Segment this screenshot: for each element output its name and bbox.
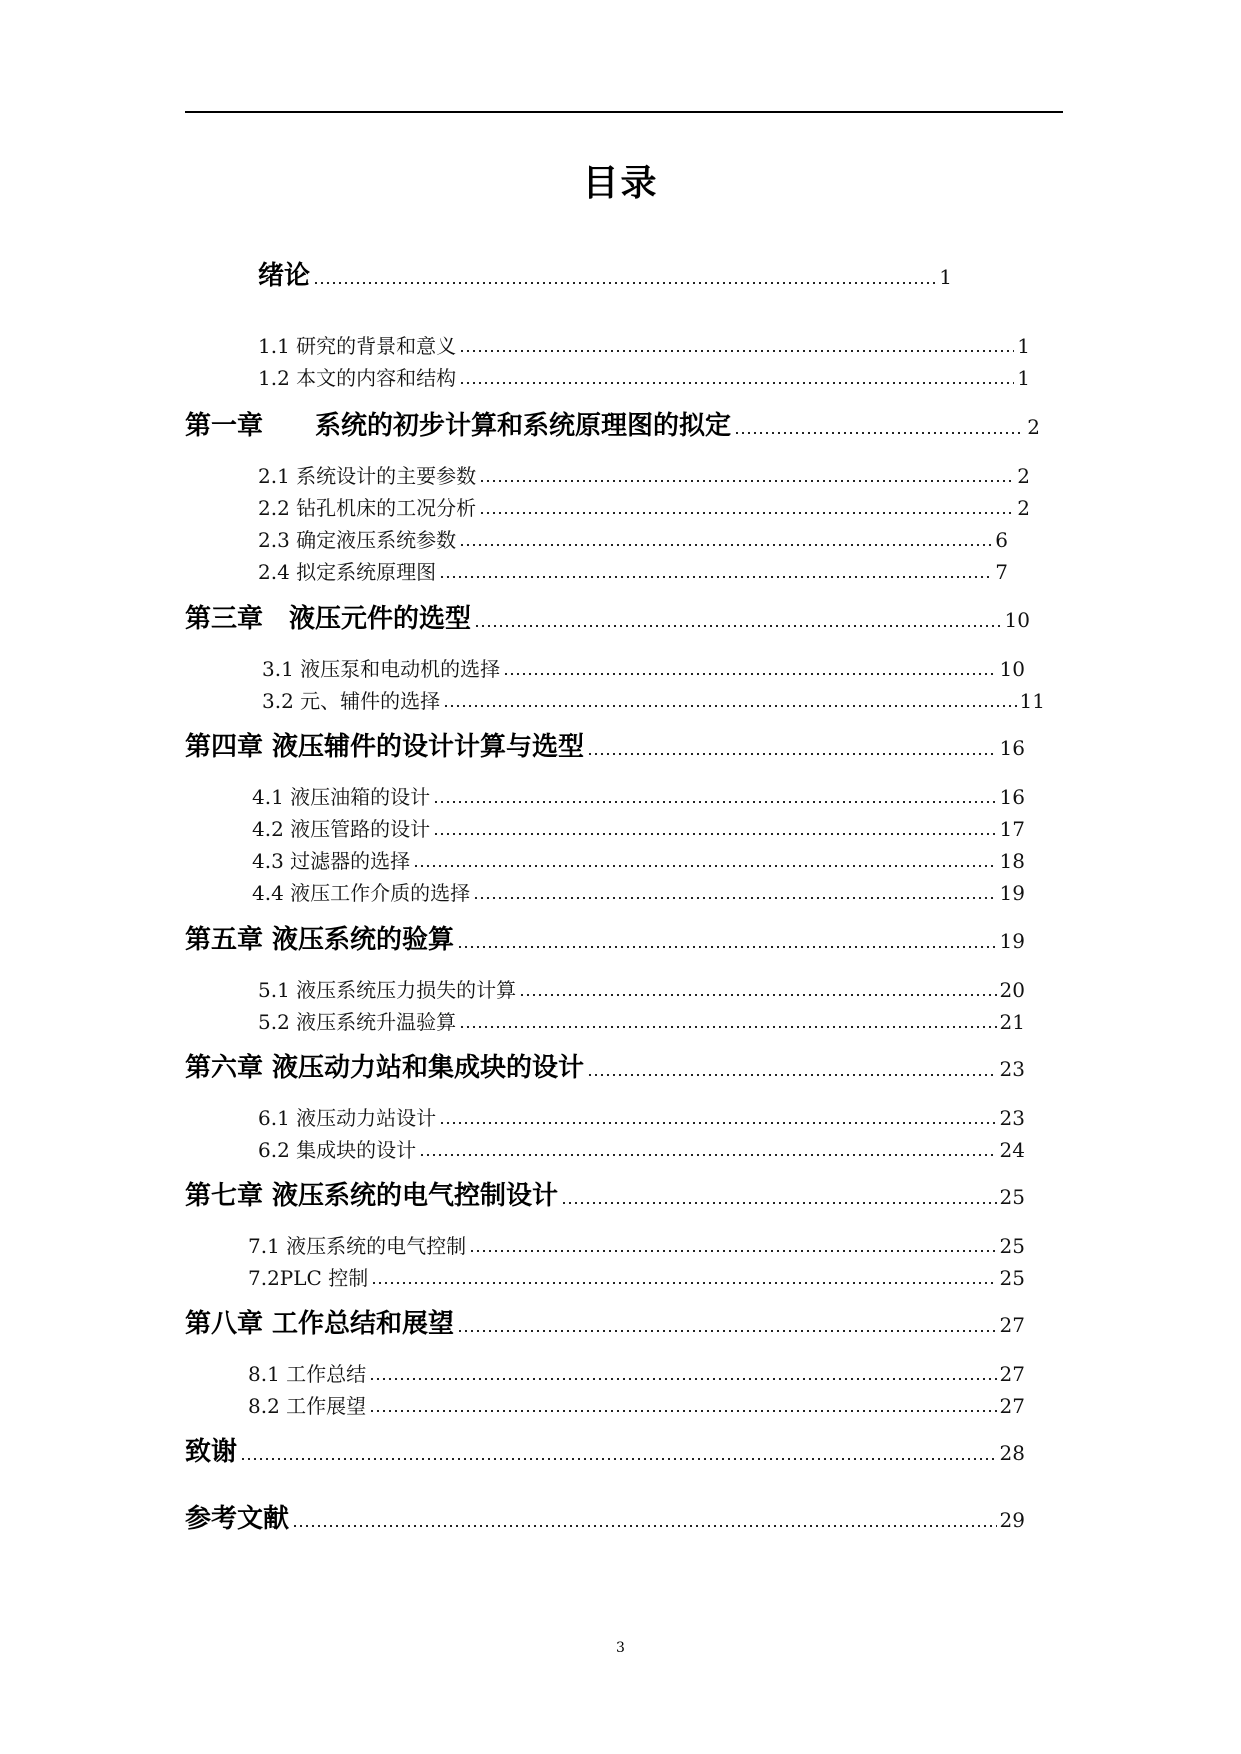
toc-section-entry[interactable] [252, 813, 1025, 842]
toc-section-entry[interactable] [258, 556, 1008, 585]
dot-leader [459, 544, 992, 546]
toc-entry-page: 21 [999, 1010, 1025, 1034]
toc-entry-title: 第三章 液压元件的选型 [185, 604, 472, 634]
header-rule [185, 111, 1063, 113]
toc-entry-title: 8.1 工作总结 [248, 1362, 367, 1386]
toc-entry-title: 2.1 系统设计的主要参数 [258, 464, 477, 488]
toc-entry-title: 第六章 液压动力站和集成块的设计 [185, 1053, 585, 1083]
toc-entry-title: 1.2 本文的内容和结构 [258, 366, 457, 390]
toc-section-entry[interactable] [258, 492, 1030, 521]
toc-section-entry[interactable] [258, 460, 1030, 489]
dot-leader [561, 1202, 996, 1204]
dot-leader [313, 282, 936, 284]
toc-entry-page: 24 [999, 1138, 1025, 1162]
toc-section-entry[interactable] [248, 1358, 1025, 1387]
toc-entry-title: 第七章 液压系统的电气控制设计 [185, 1181, 559, 1211]
toc-entry-page: 6 [995, 528, 1008, 552]
toc-entry-page: 1 [1017, 366, 1030, 390]
dot-leader [459, 350, 1014, 352]
toc-section-entry[interactable] [258, 1134, 1025, 1163]
toc-entry-title: 6.1 液压动力站设计 [258, 1106, 437, 1130]
toc-entry-title: 参考文献 [185, 1504, 290, 1534]
toc-section-entry[interactable] [258, 1102, 1025, 1131]
toc-entry-title: 第八章 工作总结和展望 [185, 1309, 455, 1339]
dot-leader [371, 1282, 996, 1284]
toc-chapter-entry[interactable] [185, 1175, 1025, 1212]
toc-section-entry[interactable] [248, 1262, 1025, 1291]
dot-leader [433, 801, 996, 803]
toc-chapter-entry[interactable] [185, 1498, 1025, 1535]
toc-entry-page: 23 [999, 1106, 1025, 1130]
toc-entry-title: 7.1 液压系统的电气控制 [248, 1234, 467, 1258]
toc-section-entry[interactable] [252, 845, 1025, 874]
dot-leader [503, 673, 996, 675]
toc-entry-page: 27 [999, 1313, 1025, 1337]
toc-section-entry[interactable] [258, 524, 1008, 553]
toc-section-entry[interactable] [262, 685, 1045, 714]
toc-entry-title: 第五章 液压系统的验算 [185, 925, 455, 955]
toc-entry-page: 18 [999, 849, 1025, 873]
toc-entry-title: 3.2 元、辅件的选择 [262, 689, 441, 713]
toc-entry-title: 4.2 液压管路的设计 [252, 817, 431, 841]
dot-leader [587, 1074, 996, 1076]
toc-entry-title: 5.2 液压系统升温验算 [258, 1010, 457, 1034]
toc-chapter-entry[interactable] [185, 1431, 1025, 1468]
dot-leader [369, 1410, 996, 1412]
dot-leader [419, 1154, 996, 1156]
dot-leader [469, 1250, 996, 1252]
toc-entry-title: 8.2 工作展望 [248, 1394, 367, 1418]
toc-entry-page: 27 [999, 1362, 1025, 1386]
toc-entry-page: 29 [999, 1508, 1025, 1532]
toc-entry-title: 3.1 液压泵和电动机的选择 [262, 657, 501, 681]
toc-section-entry[interactable] [258, 362, 1030, 391]
toc-entry-page: 17 [999, 817, 1025, 841]
toc-entry-title: 4.3 过滤器的选择 [252, 849, 411, 873]
toc-entry-page: 2 [1017, 464, 1030, 488]
toc-entry-title: 2.3 确定液压系统参数 [258, 528, 457, 552]
toc-section-entry[interactable] [252, 877, 1025, 906]
toc-entry-title: 6.2 集成块的设计 [258, 1138, 417, 1162]
toc-section-entry[interactable] [262, 653, 1025, 682]
toc-entry-page: 19 [999, 929, 1025, 953]
toc-entry-page: 2 [1027, 415, 1040, 439]
toc-section-entry[interactable] [248, 1390, 1025, 1419]
toc-entry-title: 4.1 液压油箱的设计 [252, 785, 431, 809]
toc-section-entry[interactable] [258, 330, 1030, 359]
dot-leader [519, 994, 996, 996]
toc-entry-page: 2 [1017, 496, 1030, 520]
toc-chapter-entry[interactable] [258, 255, 952, 292]
dot-leader [459, 382, 1014, 384]
toc-entry-title: 第一章 系统的初步计算和系统原理图的拟定 [185, 411, 732, 441]
dot-leader [292, 1525, 997, 1527]
toc-entry-page: 25 [999, 1185, 1025, 1209]
toc-chapter-entry[interactable] [185, 1303, 1025, 1340]
toc-entry-title: 2.4 拟定系统原理图 [258, 560, 437, 584]
toc-entry-page: 1 [939, 265, 952, 289]
toc-entry-page: 23 [999, 1057, 1025, 1081]
toc-chapter-entry[interactable] [185, 1047, 1025, 1084]
toc-entry-title: 4.4 液压工作介质的选择 [252, 881, 471, 905]
toc-entry-page: 10 [1004, 608, 1030, 632]
dot-leader [369, 1378, 996, 1380]
page-number: 3 [616, 1640, 625, 1656]
dot-leader [479, 512, 1014, 514]
dot-leader [479, 480, 1014, 482]
toc-entry-page: 11 [1019, 689, 1045, 713]
toc-chapter-entry[interactable] [185, 919, 1025, 956]
toc-entry-page: 19 [999, 881, 1025, 905]
toc-section-entry[interactable] [258, 974, 1025, 1003]
dot-leader [413, 865, 996, 867]
toc-entry-page: 7 [995, 560, 1008, 584]
toc-section-entry[interactable] [248, 1230, 1025, 1259]
toc-section-entry[interactable] [258, 1006, 1025, 1035]
toc-entry-page: 10 [999, 657, 1025, 681]
dot-leader [439, 576, 992, 578]
dot-leader [474, 625, 1002, 627]
toc-title: 目录 [582, 163, 659, 204]
toc-entry-title: 5.1 液压系统压力损失的计算 [258, 978, 517, 1002]
toc-entry-title: 7.2PLC 控制 [248, 1266, 369, 1290]
toc-section-entry[interactable] [252, 781, 1025, 810]
toc-entry-page: 28 [999, 1441, 1025, 1465]
dot-leader [459, 1026, 996, 1028]
dot-leader [439, 1122, 996, 1124]
toc-chapter-entry[interactable] [185, 598, 1030, 635]
toc-chapter-entry[interactable] [185, 405, 1040, 442]
toc-entry-title: 1.1 研究的背景和意义 [258, 334, 457, 358]
toc-entry-page: 16 [999, 736, 1025, 760]
toc-entry-page: 1 [1017, 334, 1030, 358]
toc-entry-page: 25 [999, 1234, 1025, 1258]
toc-chapter-entry[interactable] [185, 726, 1025, 763]
dot-leader [734, 432, 1024, 434]
toc-entry-title: 绪论 [258, 261, 311, 291]
toc-entry-title: 第四章 液压辅件的设计计算与选型 [185, 732, 585, 762]
toc-entry-page: 27 [999, 1394, 1025, 1418]
dot-leader [240, 1458, 997, 1460]
dot-leader [457, 946, 996, 948]
toc-entry-title: 2.2 钻孔机床的工况分析 [258, 496, 477, 520]
dot-leader [443, 705, 1016, 707]
dot-leader [587, 753, 996, 755]
dot-leader [473, 897, 996, 899]
dot-leader [433, 833, 996, 835]
toc-entry-page: 25 [999, 1266, 1025, 1290]
toc-entry-page: 16 [999, 785, 1025, 809]
toc-entry-page: 20 [999, 978, 1025, 1002]
toc-entry-title: 致谢 [185, 1437, 238, 1467]
dot-leader [457, 1330, 996, 1332]
